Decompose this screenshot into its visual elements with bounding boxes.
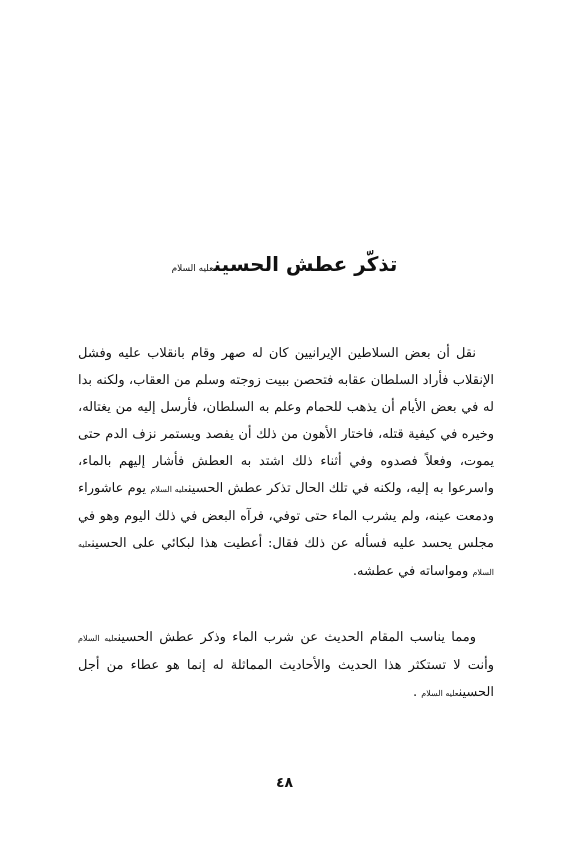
honorific-mark: عليه السلام [150, 485, 188, 494]
paragraph-1 [78, 340, 494, 586]
paragraph-2 [78, 624, 494, 707]
chapter-title-text: تذكّر عطش الحسين [213, 252, 398, 276]
paragraph-2-text-a: ومما يناسب المقام الحديث عن شرب الماء وذكر عطش الحسين [117, 630, 476, 645]
paragraph-2-text-c: . [413, 685, 422, 700]
paragraph-1-text-a: نقل أن بعض السلاطين الإيرانيين كان له صهر وقام بانقلاب عليه وفشل الإنقلاب فأراد السلطان عقابه فتحصن ببيت زوجته وسلم من العقاب، ولكنه بدا له في بعض الأيام أن يذهب للحمام وعلم به السلطان، فأرسل إليه من يغتاله، وخيره في كيفية قتله، فاختار الأهون من ذلك أن يفصد ويستمر نزف الدم حتى يموت، وفعلاً فصدوه وفي أثناء ذلك اشتد به العطش فأشار إليهم بالماء، واسرعوا به إليه، ولكنه في تلك الحال تذكر عطش الحسين [78, 346, 494, 496]
honorific-mark: عليه السلام [78, 540, 494, 577]
paragraph-1-text-c: ومواساته في عطشه. [352, 564, 473, 579]
honorific-mark: عليه السلام [78, 634, 118, 643]
page-number: ٤٨ [275, 775, 294, 791]
honorific-mark: عليه السلام [421, 689, 459, 698]
honorific-mark: عليه السلام [171, 264, 214, 274]
paragraph-2-text-b: وأنت لا تستكثر هذا الحديث والأحاديث المماثلة له إنما هو عطاء من أجل الحسين [78, 658, 494, 700]
paragraph-1-text-b: يوم عاشوراء ودمعت عينه، ولم يشرب الماء حتى توفي، فرآه البعض في ذلك اليوم وهو في مجلس يحسد عليه فسأله عن ذلك فقال: أعطيت هذا لبكائي على الحسين [78, 481, 494, 551]
chapter-title [0, 252, 569, 276]
